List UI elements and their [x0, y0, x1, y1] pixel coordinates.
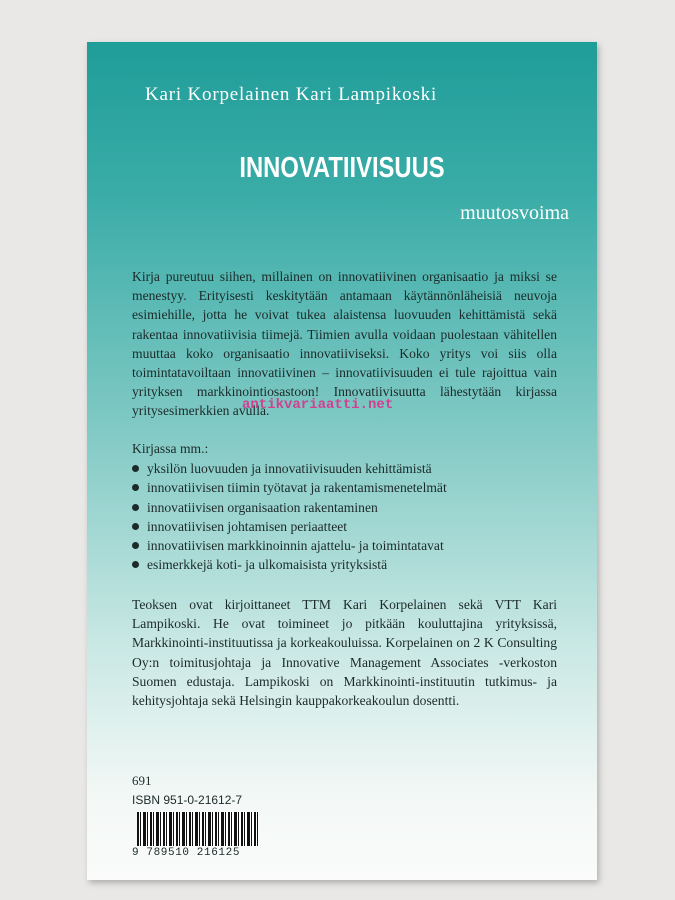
watermark-text: antikvariaatti.net	[242, 397, 394, 413]
classification-code: 691	[132, 773, 152, 788]
topic-list	[132, 459, 447, 575]
barcode-icon	[137, 812, 259, 846]
book-back-cover	[87, 42, 597, 880]
list-item: innovatiivisen johtamisen periaatteet	[132, 517, 447, 536]
list-item: innovatiivisen tiimin työtavat ja rakentamismenetelmät	[132, 478, 447, 497]
list-item: innovatiivisen organisaation rakentaminen	[132, 498, 447, 517]
list-item: yksilön luovuuden ja innovatiivisuuden kehittämistä	[132, 459, 447, 478]
list-item: innovatiivisen markkinoinnin ajattelu- ja toimintatavat	[132, 536, 447, 555]
isbn-text: ISBN 951-0-21612-7	[132, 793, 243, 807]
authors: Kari Korpelainen Kari Lampikoski	[145, 84, 438, 105]
list-heading: Kirjassa mm.:	[132, 441, 209, 456]
about-authors-text: Teoksen ovat kirjoittaneet TTM Kari Korpelainen sekä VTT Kari Lampikoski. He ovat toimineet jo pitkään kouluttajina yrityksissä, Markkinointi-instituutissa ja korkeakouluissa. Korpelainen on 2 K Consulting Oy:n toimitusjohtaja ja Innovative Management Associates -verkoston Suomen edustaja. Lampikoski on Markkinointi-instituutin tutkimus- ja kehitysjohtaja sekä Helsingin kauppakorkeakoulun dosentti.	[132, 597, 557, 709]
barcode-digits: 9 789510 216125	[132, 847, 241, 859]
list-item: esimerkkejä koti- ja ulkomaisista yrityksistä	[132, 555, 447, 574]
book-title: INNOVATIIVISUUS	[239, 152, 445, 184]
blurb-text: Kirja pureutuu siihen, millainen on innovatiivinen organisaatio ja miksi se menestyy. Erityisesti keskitytään antamaan käytännönläheisiä neuvoja esimiehille, jotta he voivat tukea alaistensa luovuuden kehittämistä sekä rakentaa innovatiivisia tiimejä. Tiimien avulla voidaan puolestaan vähitellen muuttaa koko organisaatio innovatiiviseksi. Koko yritys voi siis olla toimintatavoiltaan innovatiivinen – innovatiivisuuden ei tule rajoittua vain yrityksen markkinointiosastoon! Innovatiivisuutta lähestytään kirjassa yritysesimerkkien avulla.	[132, 269, 557, 419]
book-subtitle: muutosvoima	[460, 202, 569, 224]
